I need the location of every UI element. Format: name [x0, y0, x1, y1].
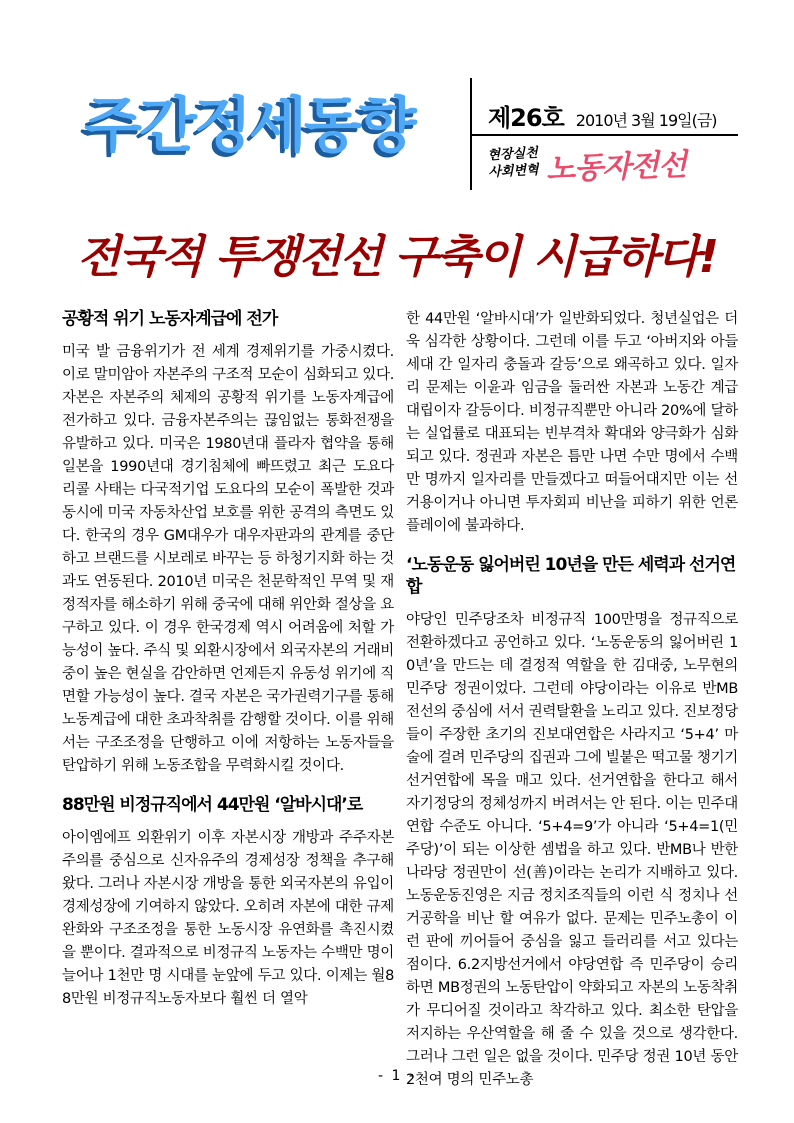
article-body [62, 308, 738, 1089]
issue-date: 2010년 3월 19일(금) [575, 111, 717, 130]
header-horizontal-divider [470, 134, 738, 136]
right-column [406, 308, 738, 1089]
main-headline: 전국적 투쟁전선 구축이 시급하다! [76, 230, 718, 283]
issue-row [488, 98, 738, 133]
section-heading-crisis: 공황적 위기 노동자계급에 전가 [62, 309, 278, 329]
organization-name: 노동자전선 [545, 147, 687, 188]
section-heading-alba: 88만원 비정규직에서 44만원 ‘알바시대’로 [62, 795, 363, 816]
left-column [62, 308, 394, 1053]
section-heading-lost-decade: ‘노동운동 잃어버린 10년을 만든 세력과 선거연합 [406, 555, 736, 598]
organization-motto [487, 146, 539, 182]
newsletter-title: 주간정세동향 [84, 91, 414, 161]
organization-motto-line1: 현장실천 [487, 145, 539, 164]
page-number: - 1 - [378, 1068, 416, 1084]
section-body-alba: 아이엠에프 외환위기 이후 자본시장 개방과 주주자본주의를 중심으로 신자유주의 경제성장 정책을 추구해왔다. 그러나 자본시장 개방을 통한 외국자본의 유입이 경제성장에 기여하지 않았다. 오히려 자본에 대한 규제완화와 구조조정을 통한 노동시장 유연화를 촉진시켰을 뿐이다. 결과적으로 비정규직 노동자는 수백만 명이 늘어나 1천만 명 시대를 눈앞에 두고 있다. 이제는 월88만원 비정규직노동자보다 훨씬 더 열악 [62, 830, 394, 1008]
section-body-alba-continued: 한 44만원 ‘알바시대’가 일반화되었다. 청년실업은 더욱 심각한 상황이다. 그런데 이를 두고 ‘아버지와 아들 세대 간 일자리 충돌과 갈등’으로 왜곡하고 있다. 일자리 문제는 이윤과 임금을 둘러싼 자본과 노동간 계급 대립이자 갈등이다. 비정규직뿐만 아니라 20%에 달하는 실업률로 대표되는 빈부격차 확대와 양극화가 심화되고 있다. 정권과 자본은 틈만 나면 수만 명에서 수백 만 명까지 일자리를 만들겠다고 떠들어대지만 이는 선거용이거나 아니면 투자회피 비난을 피하기 위한 언론 플레이에 불과하다. [406, 311, 738, 534]
section-body-crisis: 미국 발 금융위기가 전 세계 경제위기를 가중시켰다. 이로 말미암아 자본주의 구조적 모순이 심화되고 있다. 자본은 자본주의 체제의 공황적 위기를 노동자계급에 전가하고 있다. 금융자본주의는 끊임없는 통화전쟁을 유발하고 있다. 미국은 1980년대 플라자 협약을 통해 일본을 1990년대 경기침체에 빠뜨렸고 최근 도요다 리콜 사태는 다국적기업 도요다의 모순이 폭발한 것과 동시에 미국 자동차산업 보호를 위한 공격의 측면도 있다. 한국의 경우 GM대우가 대우자판과의 관계를 중단하고 브랜드를 시보레로 바꾸는 등 하청기지화 하는 것과도 연동된다. 2010년 미국은 천문학적인 무역 및 재정적자를 해소하기 위해 중국에 대해 위안화 절상을 요구하고 있다. 이 경우 한국경제 역시 어려움에 처할 가능성이 높다. 주식 및 외환시장에서 외국자본의 거래비중이 높은 현실을 감안하면 언제든지 유동성 위기에 직면할 가능성이 높다. 결국 자본은 국가권력기구를 통해 노동계급에 대한 초과착취를 감행할 것이다. 이를 위해서는 구조조정을 단행하고 이에 저항하는 노동자들을 탄압하기 위해 노동조합을 무력화시킬 것이다. [62, 344, 394, 775]
issue-number: 제26호 [488, 104, 564, 132]
organization-motto-line2: 사회변혁 [488, 162, 539, 181]
section-body-lost-decade: 야당인 민주당조차 비정규직 100만명을 정규직으로 전환하겠다고 공언하고 있다. ‘노동운동의 잃어버린 10년’을 만드는 데 결정적 역할을 한 김대중, 노무현의 민주당 정권이었다. 그런데 야당이라는 이유로 반MB전선의 중심에 서서 권력탈환을 노리고 있다. 진보정당들이 주장한 초기의 진보대연합은 사라지고 ‘5+4’ 마술에 걸려 민주당의 집권과 그에 빌붙은 떡고물 챙기기 선거연합에 목을 매고 있다. 선거연합을 한다고 해서 자기정당의 정체성까지 버려서는 안 된다. 이는 민주대연합 수준도 아니다. ‘5+4=9’가 아니라 ‘5+4=1(민주당)’이 되는 이상한 셈법을 하고 있다. 반MB나 반한나라당 정권만이 선(善)이라는 논리가 지배하고 있다. 노동운동진영은 지금 정치조직들의 이런 식 정치나 선거공학을 비난 할 여유가 없다. 문제는 민주노총이 이런 판에 끼어들어 중심을 잃고 들러리를 서고 있다는 점이다. 6.2지방선거에서 야당연합 즉 민주당이 승리하면 MB정권의 노동탄압이 약화되고 자본의 노동착취가 무디어질 것이라고 착각하고 있다. 최소한 탄압을 저지하는 우산역할을 해 줄 수 있을 것으로 생각한다. 그러나 그런 일은 없을 것이다. 민주당 정권 10년 동안 2천여 명의 민주노총 [406, 612, 738, 1089]
organization-logo [488, 142, 738, 186]
